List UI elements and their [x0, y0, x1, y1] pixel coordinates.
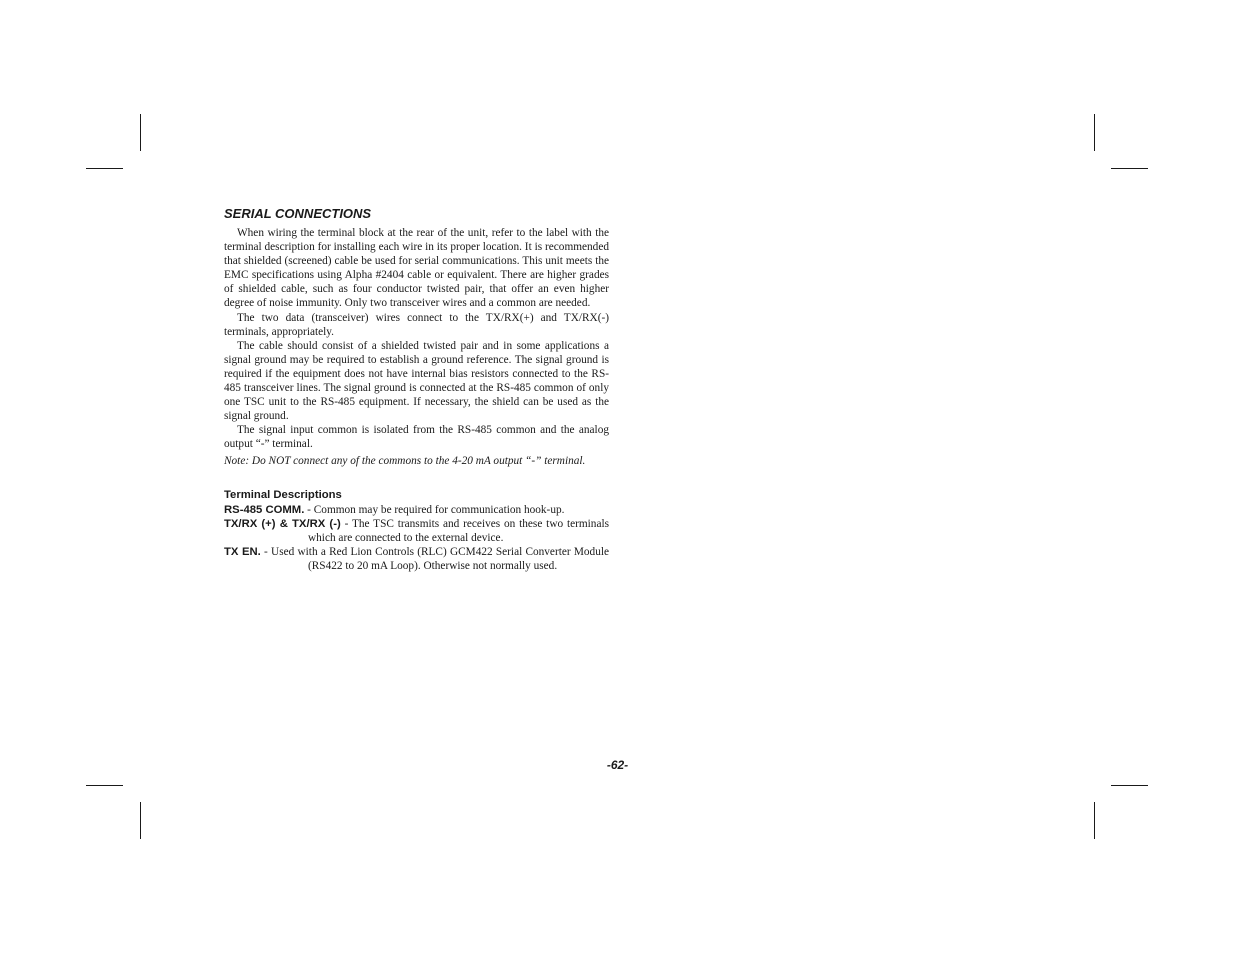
crop-mark-top-right-vertical — [1094, 114, 1095, 151]
terminal-descriptions-title: Terminal Descriptions — [224, 488, 342, 501]
crop-mark-top-right-horizontal — [1111, 168, 1148, 169]
section-title: SERIAL CONNECTIONS — [224, 206, 372, 221]
crop-mark-bottom-right-vertical — [1094, 802, 1095, 839]
paragraph-wiring: When wiring the terminal block at the rear of the unit, refer to the label with the terminal description for installing each wire in its proper location. It is recommended that shielded (screened) cable be used for serial communications. This unit meets the EMC specifications using Alpha #2404 cable or equivalent. There are higher grades of shielded cable, such as four conductor twisted pair, that offer an even higher degree of noise immunity. Only two transceiver wires and a common are needed. — [224, 227, 609, 310]
crop-mark-bottom-left-horizontal — [86, 785, 123, 786]
terminal-item-txrx — [224, 517, 609, 545]
terminal-description: - The TSC transmits and receives on these two terminals which are connected to the external device. — [308, 517, 610, 544]
crop-mark-top-left-horizontal — [86, 168, 123, 169]
terminal-label: TX EN. — [224, 545, 261, 558]
crop-mark-bottom-right-horizontal — [1111, 785, 1148, 786]
paragraph-cable: The cable should consist of a shielded twisted pair and in some applications a signal ground may be required to establish a ground reference. The signal ground is required if the equipment does not have internal bias resistors connected to the RS-485 transceiver lines. The signal ground is connected at the RS-485 common of only one TSC unit to the RS-485 equipment. If necessary, the shield can be used as the signal ground. — [224, 339, 609, 423]
crop-mark-bottom-left-vertical — [140, 802, 141, 839]
terminal-label: TX/RX (+) & TX/RX (-) — [224, 517, 341, 530]
paragraph-signal-common: The signal input common is isolated from the RS-485 common and the analog output “-” terminal. — [224, 424, 609, 451]
terminal-label: RS-485 COMM. — [224, 503, 305, 516]
terminal-description: - Common may be required for communication hook-up. — [304, 503, 565, 516]
crop-mark-top-left-vertical — [140, 114, 141, 151]
note-commons: Note: Do NOT connect any of the commons to the 4-20 mA output “-” terminal. — [224, 454, 586, 467]
terminal-item-tx-en — [224, 545, 609, 573]
page-number: -62- — [606, 758, 629, 772]
terminal-description: - Used with a Red Lion Controls (RLC) GCM422 Serial Converter Module (RS422 to 20 mA Loop). Otherwise not normally used. — [260, 545, 610, 572]
paragraph-data-wires: The two data (transceiver) wires connect to the TX/RX(+) and TX/RX(-) terminals, appropriately. — [224, 311, 609, 338]
terminal-item-rs485-comm — [224, 503, 609, 517]
page-content — [224, 206, 609, 573]
